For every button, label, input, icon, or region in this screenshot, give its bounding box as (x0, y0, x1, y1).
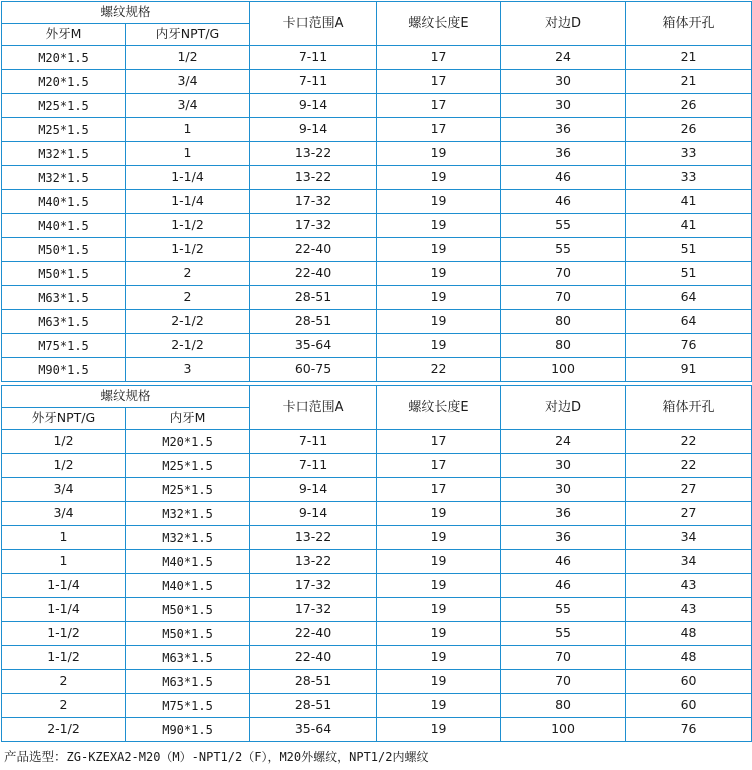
across-flats-cell: 70 (501, 646, 626, 670)
table-row (2, 190, 752, 214)
box-hole-cell: 22 (626, 454, 752, 478)
box-hole-header: 箱体开孔 (626, 2, 752, 46)
inner-thread-cell: M50*1.5 (126, 622, 250, 646)
thread-length-cell: 19 (377, 214, 501, 238)
box-hole-cell: 27 (626, 502, 752, 526)
table-row (2, 694, 752, 718)
across-flats-cell: 46 (501, 166, 626, 190)
clamp-range-cell: 17-32 (250, 598, 377, 622)
across-flats-cell: 55 (501, 238, 626, 262)
box-hole-cell: 41 (626, 190, 752, 214)
clamp-range-cell: 28-51 (250, 310, 377, 334)
inner-thread-cell: 1 (126, 142, 250, 166)
outer-thread-cell: M40*1.5 (2, 190, 126, 214)
table-row (2, 262, 752, 286)
inner-thread-cell: M63*1.5 (126, 670, 250, 694)
thread-length-cell: 19 (377, 262, 501, 286)
clamp-range-cell: 35-64 (250, 334, 377, 358)
outer-thread-cell: 2 (2, 670, 126, 694)
table-row (2, 670, 752, 694)
thread-length-cell: 19 (377, 166, 501, 190)
inner-thread-cell: M25*1.5 (126, 454, 250, 478)
outer-thread-header: 外牙NPT/G (2, 408, 126, 430)
inner-thread-cell: 2-1/2 (126, 334, 250, 358)
across-flats-cell: 30 (501, 94, 626, 118)
outer-thread-cell: 1-1/4 (2, 598, 126, 622)
box-hole-cell: 91 (626, 358, 752, 382)
clamp-range-cell: 13-22 (250, 550, 377, 574)
inner-thread-cell: 1-1/2 (126, 214, 250, 238)
clamp-range-cell: 28-51 (250, 670, 377, 694)
box-hole-cell: 60 (626, 670, 752, 694)
table-row (2, 142, 752, 166)
spec-table-male-metric (1, 1, 752, 382)
across-flats-cell: 36 (501, 502, 626, 526)
clamp-range-header: 卡口范围A (250, 386, 377, 430)
thread-length-cell: 17 (377, 70, 501, 94)
across-flats-cell: 80 (501, 694, 626, 718)
inner-thread-cell: 3/4 (126, 94, 250, 118)
clamp-range-cell: 22-40 (250, 646, 377, 670)
outer-thread-cell: M63*1.5 (2, 286, 126, 310)
table-row (2, 574, 752, 598)
outer-thread-cell: 3/4 (2, 478, 126, 502)
outer-thread-cell: M32*1.5 (2, 142, 126, 166)
table-row (2, 310, 752, 334)
inner-thread-cell: 1-1/4 (126, 166, 250, 190)
box-hole-cell: 64 (626, 310, 752, 334)
box-hole-cell: 76 (626, 718, 752, 742)
outer-thread-cell: M75*1.5 (2, 334, 126, 358)
box-hole-cell: 27 (626, 478, 752, 502)
table-row (2, 46, 752, 70)
box-hole-cell: 43 (626, 574, 752, 598)
box-hole-cell: 51 (626, 262, 752, 286)
table-row (2, 550, 752, 574)
thread-length-cell: 19 (377, 694, 501, 718)
outer-thread-cell: M50*1.5 (2, 262, 126, 286)
clamp-range-cell: 13-22 (250, 526, 377, 550)
thread-length-cell: 19 (377, 502, 501, 526)
across-flats-cell: 100 (501, 358, 626, 382)
box-hole-cell: 43 (626, 598, 752, 622)
inner-thread-cell: 1-1/2 (126, 238, 250, 262)
thread-length-header: 螺纹长度E (377, 386, 501, 430)
outer-thread-cell: 1-1/2 (2, 646, 126, 670)
clamp-range-cell: 22-40 (250, 238, 377, 262)
outer-thread-cell: 3/4 (2, 502, 126, 526)
inner-thread-header: 内牙NPT/G (126, 24, 250, 46)
thread-length-cell: 19 (377, 598, 501, 622)
box-hole-cell: 48 (626, 646, 752, 670)
box-hole-cell: 60 (626, 694, 752, 718)
outer-thread-cell: M90*1.5 (2, 358, 126, 382)
across-flats-cell: 36 (501, 118, 626, 142)
outer-thread-cell: M63*1.5 (2, 310, 126, 334)
box-hole-cell: 64 (626, 286, 752, 310)
clamp-range-cell: 9-14 (250, 118, 377, 142)
inner-thread-cell: M40*1.5 (126, 550, 250, 574)
outer-thread-cell: 1/2 (2, 454, 126, 478)
box-hole-cell: 21 (626, 70, 752, 94)
table-row (2, 598, 752, 622)
inner-thread-cell: M25*1.5 (126, 478, 250, 502)
clamp-range-cell: 7-11 (250, 454, 377, 478)
box-hole-cell: 51 (626, 238, 752, 262)
thread-spec-header: 螺纹规格 (2, 2, 250, 24)
table-row (2, 718, 752, 742)
thread-length-cell: 19 (377, 238, 501, 262)
clamp-range-cell: 9-14 (250, 94, 377, 118)
inner-thread-cell: 1/2 (126, 46, 250, 70)
thread-length-cell: 19 (377, 142, 501, 166)
outer-thread-cell: M20*1.5 (2, 46, 126, 70)
product-selection-note (4, 747, 428, 767)
table-row (2, 118, 752, 142)
outer-thread-cell: 1-1/4 (2, 574, 126, 598)
outer-thread-cell: M25*1.5 (2, 94, 126, 118)
thread-length-cell: 17 (377, 430, 501, 454)
box-hole-cell: 48 (626, 622, 752, 646)
inner-thread-cell: M50*1.5 (126, 598, 250, 622)
clamp-range-cell: 22-40 (250, 262, 377, 286)
across-flats-cell: 100 (501, 718, 626, 742)
across-flats-cell: 55 (501, 622, 626, 646)
outer-thread-cell: 2 (2, 694, 126, 718)
thread-length-cell: 19 (377, 310, 501, 334)
across-flats-cell: 30 (501, 478, 626, 502)
clamp-range-cell: 17-32 (250, 574, 377, 598)
box-hole-cell: 34 (626, 550, 752, 574)
table-row (2, 94, 752, 118)
thread-length-cell: 17 (377, 46, 501, 70)
table-row (2, 454, 752, 478)
across-flats-cell: 24 (501, 46, 626, 70)
box-hole-cell: 33 (626, 166, 752, 190)
across-flats-cell: 24 (501, 430, 626, 454)
clamp-range-cell: 13-22 (250, 142, 377, 166)
thread-length-cell: 17 (377, 118, 501, 142)
clamp-range-cell: 7-11 (250, 46, 377, 70)
box-hole-cell: 22 (626, 430, 752, 454)
clamp-range-cell: 28-51 (250, 286, 377, 310)
inner-thread-cell: M90*1.5 (126, 718, 250, 742)
outer-thread-cell: 1-1/2 (2, 622, 126, 646)
clamp-range-cell: 17-32 (250, 214, 377, 238)
thread-length-cell: 19 (377, 670, 501, 694)
inner-thread-cell: 1-1/4 (126, 190, 250, 214)
clamp-range-cell: 7-11 (250, 70, 377, 94)
across-flats-header: 对边D (501, 2, 626, 46)
outer-thread-cell: M50*1.5 (2, 238, 126, 262)
clamp-range-cell: 17-32 (250, 190, 377, 214)
clamp-range-header: 卡口范围A (250, 2, 377, 46)
thread-length-cell: 17 (377, 454, 501, 478)
inner-thread-cell: M32*1.5 (126, 502, 250, 526)
thread-length-cell: 17 (377, 478, 501, 502)
thread-length-cell: 19 (377, 718, 501, 742)
table-row (2, 286, 752, 310)
inner-thread-cell: M63*1.5 (126, 646, 250, 670)
outer-thread-cell: 2-1/2 (2, 718, 126, 742)
box-hole-header: 箱体开孔 (626, 386, 752, 430)
table-row (2, 70, 752, 94)
box-hole-cell: 21 (626, 46, 752, 70)
inner-thread-cell: 2 (126, 262, 250, 286)
table-row (2, 430, 752, 454)
across-flats-cell: 46 (501, 574, 626, 598)
note-model-text: ZG-KZEXA2-M20（M）-NPT1/2（F），M20外螺纹，NPT1/2内螺纹 (66, 750, 429, 764)
clamp-range-cell: 35-64 (250, 718, 377, 742)
clamp-range-cell: 7-11 (250, 430, 377, 454)
inner-thread-cell: 2 (126, 286, 250, 310)
thread-length-cell: 19 (377, 334, 501, 358)
thread-length-cell: 19 (377, 574, 501, 598)
inner-thread-header: 内牙M (126, 408, 250, 430)
table-row (2, 526, 752, 550)
table-row (2, 358, 752, 382)
outer-thread-header: 外牙M (2, 24, 126, 46)
clamp-range-cell: 22-40 (250, 622, 377, 646)
clamp-range-cell: 9-14 (250, 478, 377, 502)
across-flats-header: 对边D (501, 386, 626, 430)
across-flats-cell: 36 (501, 526, 626, 550)
outer-thread-cell: M32*1.5 (2, 166, 126, 190)
table-row (2, 646, 752, 670)
table-row (2, 238, 752, 262)
box-hole-cell: 76 (626, 334, 752, 358)
across-flats-cell: 70 (501, 286, 626, 310)
box-hole-cell: 33 (626, 142, 752, 166)
thread-length-cell: 19 (377, 550, 501, 574)
table-row (2, 478, 752, 502)
box-hole-cell: 26 (626, 94, 752, 118)
across-flats-cell: 46 (501, 190, 626, 214)
thread-spec-header: 螺纹规格 (2, 386, 250, 408)
across-flats-cell: 70 (501, 670, 626, 694)
outer-thread-cell: M25*1.5 (2, 118, 126, 142)
clamp-range-cell: 13-22 (250, 166, 377, 190)
clamp-range-cell: 60-75 (250, 358, 377, 382)
table-row (2, 214, 752, 238)
inner-thread-cell: M32*1.5 (126, 526, 250, 550)
across-flats-cell: 46 (501, 550, 626, 574)
inner-thread-cell: M40*1.5 (126, 574, 250, 598)
clamp-range-cell: 28-51 (250, 694, 377, 718)
outer-thread-cell: 1/2 (2, 430, 126, 454)
thread-length-cell: 19 (377, 646, 501, 670)
note-label: 产品选型： (4, 749, 67, 764)
thread-length-cell: 19 (377, 622, 501, 646)
outer-thread-cell: 1 (2, 550, 126, 574)
clamp-range-cell: 9-14 (250, 502, 377, 526)
thread-length-cell: 17 (377, 94, 501, 118)
outer-thread-cell: M40*1.5 (2, 214, 126, 238)
table-row (2, 502, 752, 526)
table-row (2, 622, 752, 646)
table-row (2, 166, 752, 190)
thread-length-cell: 19 (377, 526, 501, 550)
inner-thread-cell: M75*1.5 (126, 694, 250, 718)
across-flats-cell: 55 (501, 214, 626, 238)
across-flats-cell: 30 (501, 454, 626, 478)
table-row (2, 334, 752, 358)
inner-thread-cell: M20*1.5 (126, 430, 250, 454)
across-flats-cell: 70 (501, 262, 626, 286)
spec-table-male-npt (1, 385, 752, 742)
thread-length-cell: 19 (377, 286, 501, 310)
inner-thread-cell: 1 (126, 118, 250, 142)
outer-thread-cell: M20*1.5 (2, 70, 126, 94)
box-hole-cell: 26 (626, 118, 752, 142)
across-flats-cell: 80 (501, 334, 626, 358)
across-flats-cell: 55 (501, 598, 626, 622)
thread-length-cell: 19 (377, 190, 501, 214)
outer-thread-cell: 1 (2, 526, 126, 550)
box-hole-cell: 41 (626, 214, 752, 238)
box-hole-cell: 34 (626, 526, 752, 550)
thread-length-header: 螺纹长度E (377, 2, 501, 46)
across-flats-cell: 80 (501, 310, 626, 334)
inner-thread-cell: 3 (126, 358, 250, 382)
across-flats-cell: 30 (501, 70, 626, 94)
across-flats-cell: 36 (501, 142, 626, 166)
inner-thread-cell: 3/4 (126, 70, 250, 94)
inner-thread-cell: 2-1/2 (126, 310, 250, 334)
thread-length-cell: 22 (377, 358, 501, 382)
